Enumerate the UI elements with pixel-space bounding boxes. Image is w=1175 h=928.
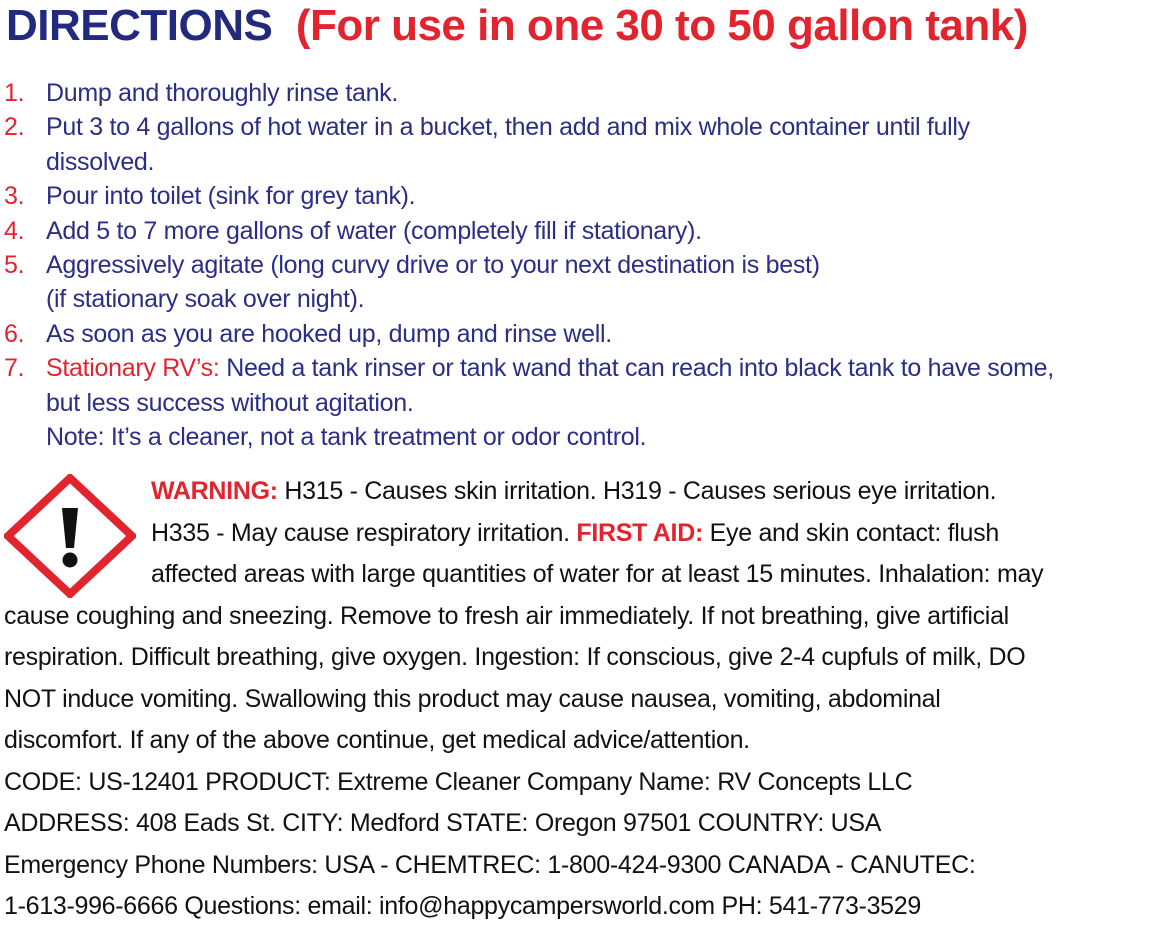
list-item bbox=[4, 214, 1172, 248]
first-aid-text: Eye and skin contact: flush bbox=[702, 518, 999, 547]
step-number: 7. bbox=[4, 354, 25, 383]
step-text-body: Need a tank rinser or tank wand that can reach into black tank to have some, bbox=[219, 354, 1054, 383]
step-text-continued: dissolved. bbox=[46, 147, 155, 176]
tank-size-subheading: (For use in one 30 to 50 gallon tank) bbox=[295, 1, 1028, 50]
warning-label: WARNING: bbox=[151, 477, 278, 505]
page-title bbox=[6, 0, 1028, 52]
step-number: 3. bbox=[4, 182, 25, 211]
list-item bbox=[4, 317, 1172, 351]
directions-list bbox=[4, 76, 1172, 454]
hazard-statements: H315 - Causes skin irritation. H319 - Causes serious eye irritation. bbox=[277, 477, 997, 505]
step-text: Dump and thoroughly rinse tank. bbox=[46, 79, 399, 107]
contact-line: 1-613-996-6666 Questions: email: info@happycampersworld.com PH: 541-773-3529 bbox=[4, 892, 921, 920]
step-text bbox=[46, 351, 1172, 385]
step-number: 2. bbox=[4, 113, 25, 142]
warning-line bbox=[4, 513, 1172, 555]
warning-line: cause coughing and sneezing. Remove to fresh air immediately. If not breathing, give artificial bbox=[4, 601, 1009, 630]
emergency-phone-line: Emergency Phone Numbers: USA - CHEMTREC: 1-800-424-9300 CANADA - CANUTEC: bbox=[4, 850, 976, 879]
warning-line: affected areas with large quantities of water for at least 15 minutes. Inhalation: may bbox=[151, 560, 1044, 588]
warning-section bbox=[4, 471, 1172, 928]
step-number: 4. bbox=[4, 216, 25, 245]
step-text: Put 3 to 4 gallons of hot water in a bucket, then add and mix whole container until fully bbox=[46, 113, 970, 142]
step-text-continued: but less success without agitation. bbox=[46, 388, 414, 417]
first-aid-label: FIRST AID: bbox=[576, 518, 703, 547]
list-item bbox=[4, 179, 1172, 213]
warning-line bbox=[4, 471, 1172, 513]
step-number: 5. bbox=[4, 251, 25, 280]
step-text: Aggressively agitate (long curvy drive or to your next destination is best) bbox=[46, 251, 820, 280]
list-item bbox=[4, 76, 1172, 110]
directions-heading: DIRECTIONS bbox=[6, 1, 273, 50]
step-text: Pour into toilet (sink for grey tank). bbox=[46, 182, 416, 211]
list-item bbox=[4, 248, 1172, 282]
warning-line: respiration. Difficult breathing, give oxygen. Ingestion: If conscious, give 2-4 cupfuls of milk, DO bbox=[4, 643, 1026, 671]
list-item bbox=[4, 351, 1172, 385]
hazard-statement-h335: H335 - May cause respiratory irritation. bbox=[151, 518, 577, 547]
cleaner-note: Note: It’s a cleaner, not a tank treatment or odor control. bbox=[46, 423, 647, 452]
step-number: 6. bbox=[4, 319, 25, 348]
step-text: Add 5 to 7 more gallons of water (completely fill if stationary). bbox=[46, 216, 702, 245]
step-text: As soon as you are hooked up, dump and rinse well. bbox=[46, 319, 612, 348]
warning-line: discomfort. If any of the above continue, get medical advice/attention. bbox=[4, 726, 750, 754]
step-number: 1. bbox=[4, 79, 25, 107]
product-code-line: CODE: US-12401 PRODUCT: Extreme Cleaner Company Name: RV Concepts LLC bbox=[4, 767, 913, 796]
warning-line: NOT induce vomiting. Swallowing this product may cause nausea, vomiting, abdominal bbox=[4, 684, 941, 713]
stationary-rv-label: Stationary RV’s: bbox=[46, 354, 220, 383]
address-line: ADDRESS: 408 Eads St. CITY: Medford STATE: Oregon 97501 COUNTRY: USA bbox=[4, 809, 882, 837]
step-text-continued: (if stationary soak over night). bbox=[46, 285, 365, 314]
list-item bbox=[4, 110, 1172, 144]
